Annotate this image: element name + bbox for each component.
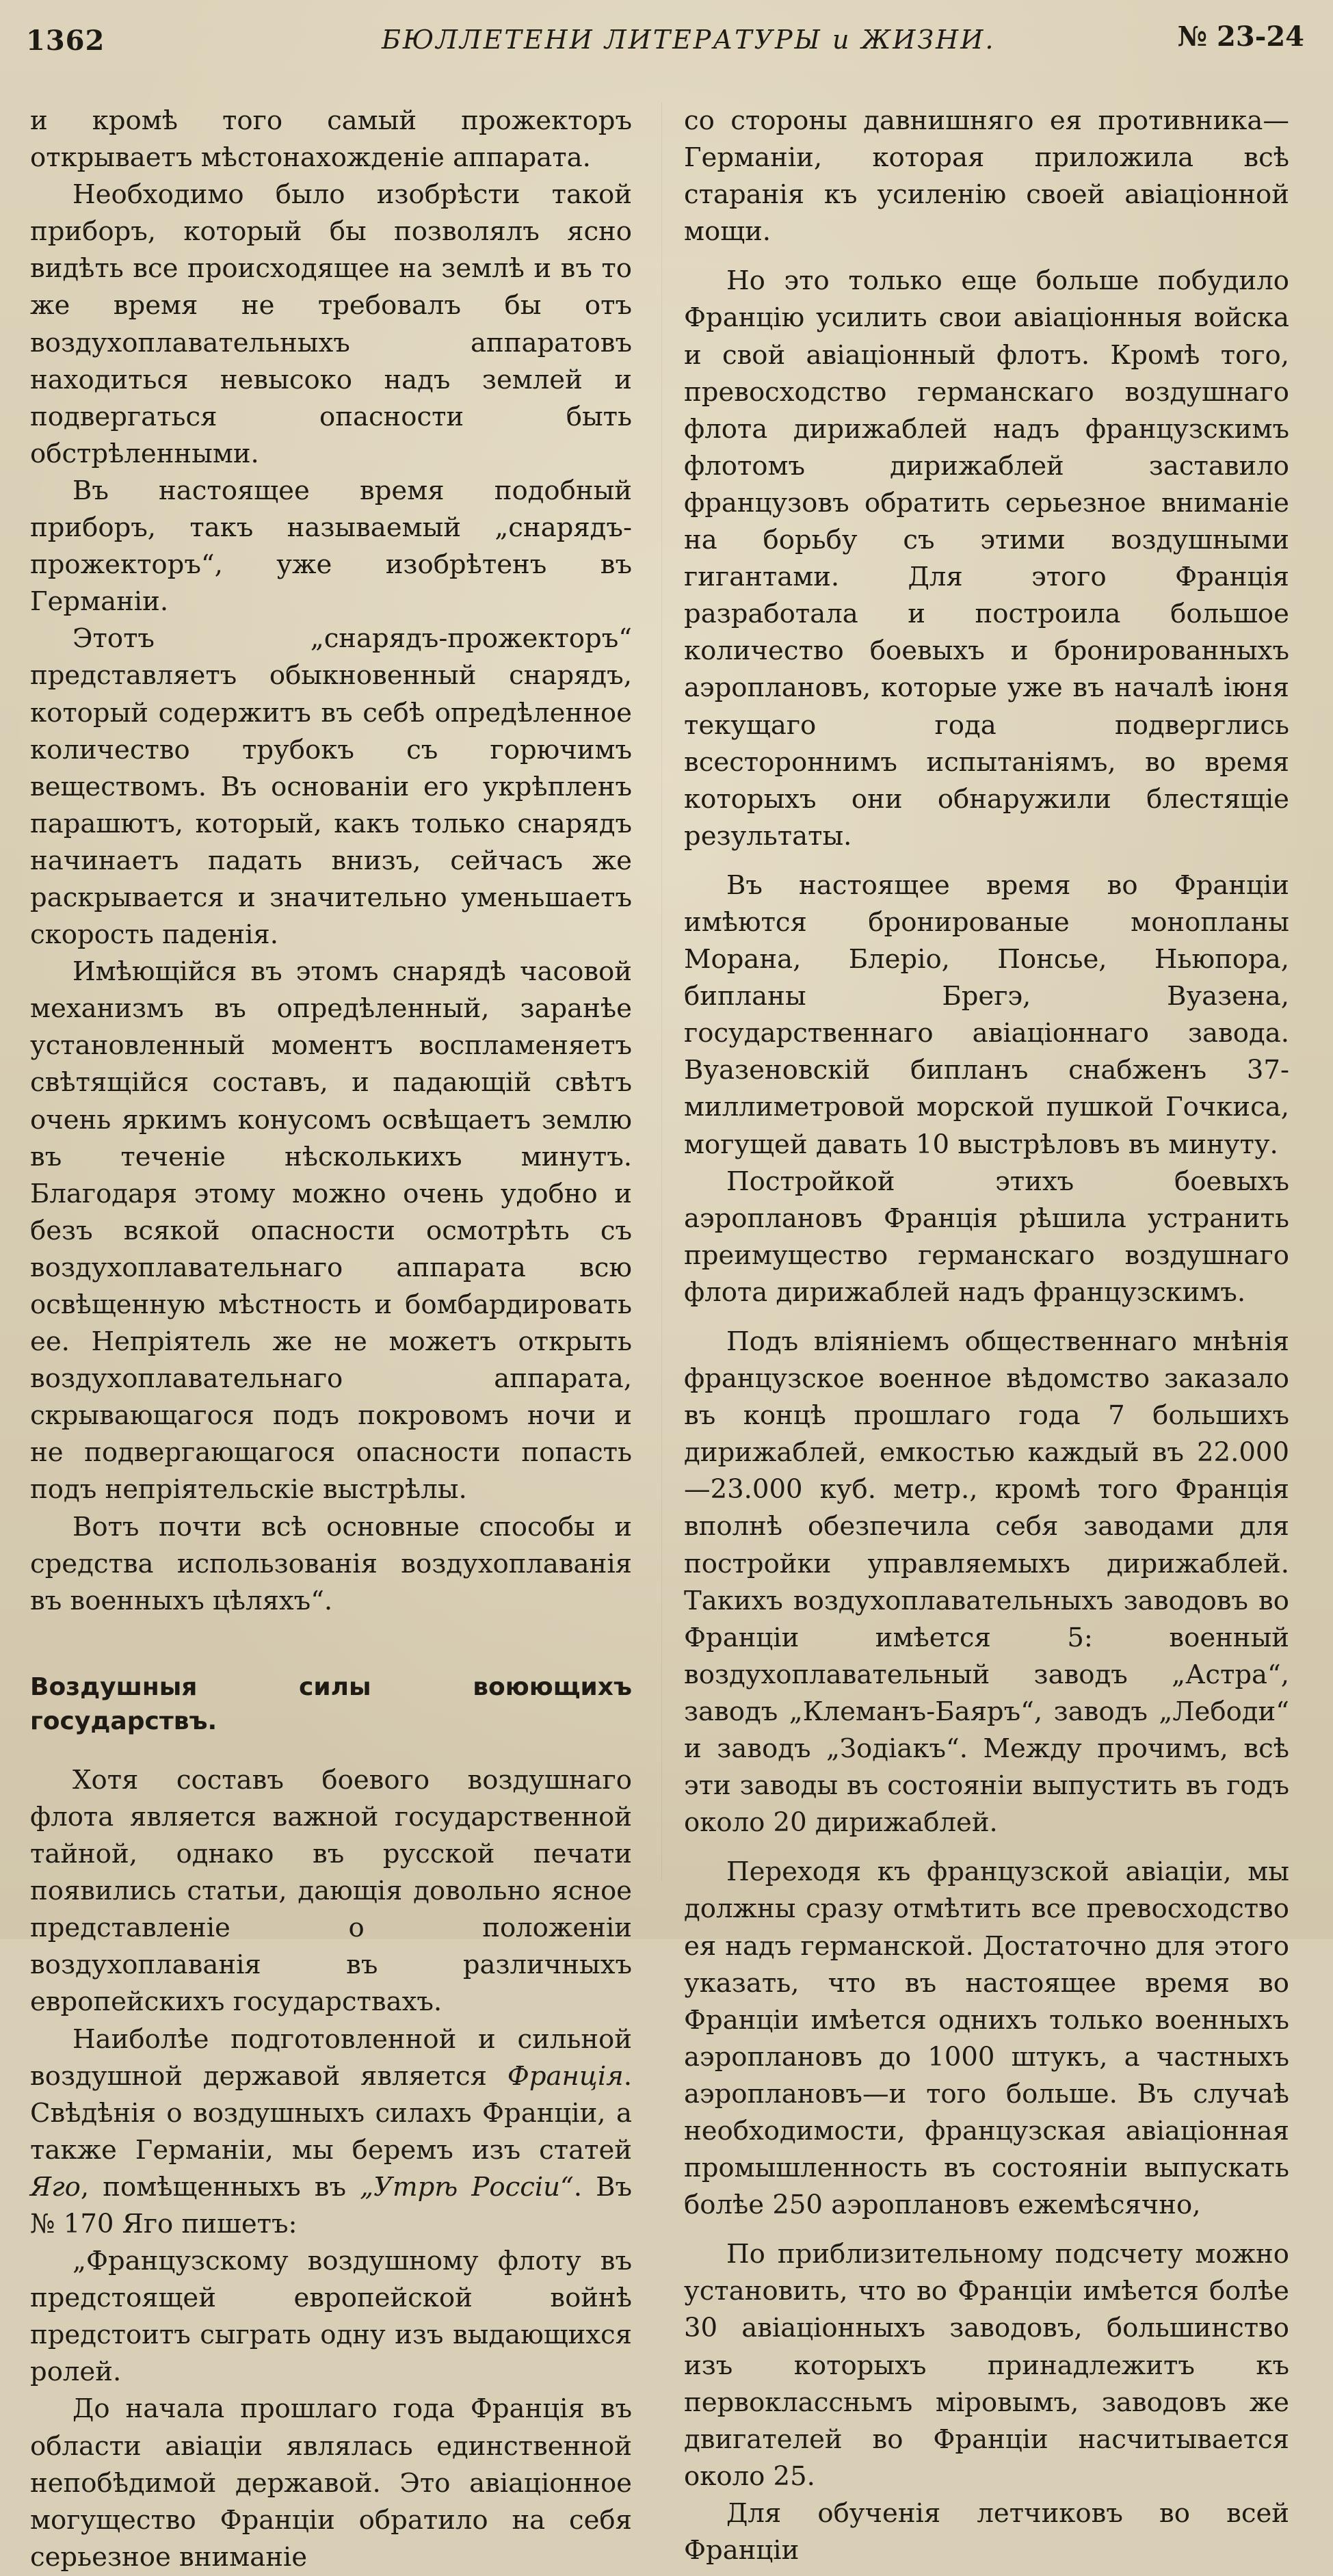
text-run: , помѣщенныхъ въ [80,2171,360,2203]
paragraph: „Французскому воздушному флоту въ предстоящей европейской войнѣ предстоитъ сыграть одну изъ выдающихся ролей. [30,2246,632,2388]
paragraph: Подъ вліяніемъ общественнаго мнѣнія французское военное вѣдомство заказало въ концѣ прошлаго года 7 большихъ дирижаблей, емкостью каждый въ 22.000—23.000 куб. метр., кромѣ того Франція вполнѣ обезпечила себя заводами для постройки управляемыхъ дирижаблей. Такихъ воздухоплавательныхъ заводовъ во Франціи имѣется 5: военный воздухоплавательный заводъ „Астра“, заводъ „Клеманъ-Баяръ“, заводъ „Лебоди“ и заводъ „Зодіакъ“. Между прочимъ, всѣ эти заводы въ состояніи выпустить въ годъ около 20 дирижаблей. [684,1326,1289,1839]
paragraph [30,2021,632,2244]
paragraph: Этотъ „снарядъ-прожекторъ“ представляетъ обыкновенный снарядъ, который содержитъ въ себѣ опредѣленное количество трубокъ съ горючимъ веществомъ. Въ основаніи его укрѣпленъ парашютъ, который, какъ только снарядъ начинаетъ падать внизъ, сейчасъ же раскрывается и значительно уменьшаетъ скорость паденія. [30,623,632,951]
right-column [684,103,1289,2569]
text-run: . Въ № 170 Яго пишетъ: [30,2171,633,2239]
paragraph: Необходимо было изобрѣсти такой приборъ, который бы позволялъ ясно видѣть все происходящее на землѣ и въ то же время не требовалъ бы отъ воздухоплавательныхъ аппаратовъ находиться невысоко надъ землей и подвергаться опасности быть обстрѣленными. [30,179,632,469]
text-run: . Свѣдѣнія о воздушныхъ силахъ Франціи, а также Германіи, мы беремъ изъ статей [30,2060,632,2166]
paragraph: По приблизительному подсчету можно установить, что во Франціи имѣется болѣе 30 авіаціонныхъ заводовъ, большинство изъ которыхъ принадлежитъ къ первоклассньмъ міровымъ, заводовъ же двигателей во Франціи насчитывается около 25. [684,2239,1289,2492]
paragraph: Постройкой этихъ боевыхъ аэроплановъ Франція рѣшила устранить преимущество германскаго воздушнаго флота дирижаблей надъ французскимъ. [684,1166,1289,1308]
paragraph: Хотя составъ боевого воздушнаго флота является важной государственной тайной, однако въ русской печати появились статьи, дающія довольно ясное представленіе о положеніи воздухоплаванія въ различныхъ европейскихъ государствахъ. [30,1764,632,2018]
paragraph: Имѣющійся въ этомъ снарядѣ часовой механизмъ въ опредѣленный, заранѣе установленный моментъ воспламеняетъ свѣтящійся составъ, и падающій свѣтъ очень яркимъ конусомъ освѣщаетъ землю въ теченіе нѣсколькихъ минутъ. Благодаря этому можно очень удобно и безъ всякой опасности осмотрѣть съ воздухоплавательнаго аппарата всю освѣщенную мѣстность и бомбардировать ее. Непріятель же не можетъ открыть воздухоплавательнаго аппарата, скрывающагося подъ покровомъ ночи и не подвергающагося опасности попасть подъ непріятельскіе выстрѣлы. [30,956,632,1506]
paragraph: Въ настоящее время подобный приборъ, такъ называемый „снарядъ-прожекторъ“, уже изобрѣтенъ въ Германіи. [30,475,632,618]
paragraph: Переходя къ французской авіаціи, мы должны сразу отмѣтить все превосходство ея надъ германской. Достаточно для этого указать, что въ настоящее время во Франціи имѣется однихъ только военныхъ аэроплановъ до 1000 штукъ, а частныхъ аэроплановъ—и того больше. Въ случаѣ необходимости, французская авіаціонная промышленность въ состояніи выпускать болѣе 250 аэроплановъ ежемѣсячно, [684,1856,1289,2221]
paragraph: со стороны давнишняго ея противника—Германіи, которая приложила всѣ старанія къ усиленію своей авіаціонной мощи. [684,105,1289,248]
paragraph: и кромѣ того самый прожекторъ открываетъ мѣстонахожденіе аппарата. [30,105,632,174]
section-heading: Воздушныя силы воюющихъ государствъ. [30,1672,632,1735]
italic-author-name: Яго [30,2171,81,2203]
italic-country-name: Франція [507,2060,624,2092]
paragraph: Для обученія летчиковъ во всей Франціи [684,2497,1289,2566]
page-number: 1362 [26,25,105,57]
running-title: БЮЛЛЕТЕНИ ЛИТЕРАТУРЫ и ЖИЗНИ. [382,25,996,55]
paragraph: Но это только еще больше побудило Францію усилить свои авіаціонныя войска и свой авіаціонный флотъ. Кромѣ того, превосходство германскаго воздушнаго флота дирижаблей надъ французскимъ флотомъ дирижаблей заставило французовъ обратить серьезное вниманіе на борьбу съ этими воздушными гигантами. Для этого Франція разработала и построила большое количество боевыхъ и бронированныхъ аэроплановъ, которые уже въ началѣ іюня текущаго года подверглись всестороннимъ испытаніямъ, во время которыхъ они обнаружили блестящіе результаты. [684,265,1289,852]
italic-newspaper-title: „Утрѣ Россіи“ [360,2171,574,2203]
paragraph: Вотъ почти всѣ основные способы и средства использованія воздухоплаванія въ военныхъ цѣляхъ“. [30,1511,632,1616]
paragraph: До начала прошлаго года Франція въ области авіаціи являлась единственной непобѣдимой державой. Это авіаціонное могущество Франціи обратило на себя серьезное вниманіе [30,2393,632,2573]
column-divider [661,103,662,1881]
paragraph: Въ настоящее время во Франціи имѣются бронированые монопланы Морана, Блеріо, Понсье, Ньюпора, бипланы Брегэ, Вуазена, государственнаго авіаціоннаго завода. Вуазеновскій бипланъ снабженъ 37-миллиметровой морской пушкой Гочкиса, могущей давать 10 выстрѣловъ въ минуту. [684,869,1289,1160]
issue-number: № 23-24 [1177,21,1304,53]
text-run: Наиболѣе подготовленной и сильной воздушной державой является [30,2023,632,2092]
left-column [30,103,632,2576]
page-header [26,19,1304,74]
